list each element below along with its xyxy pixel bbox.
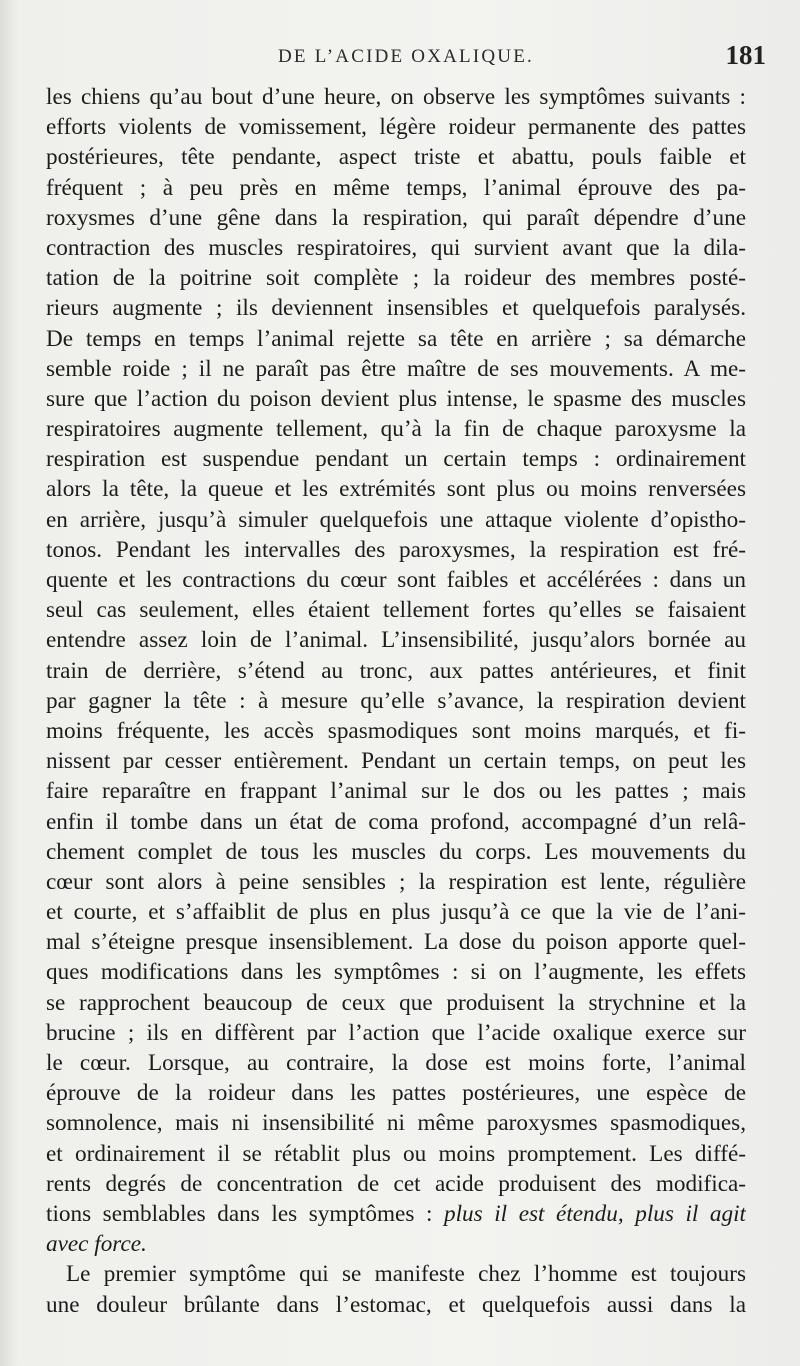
text-line: semble roide ; il ne paraît pas être maître de ses mouvements. A me- [46, 355, 746, 382]
italic-line: avec force. [46, 1231, 147, 1258]
text-line: entendre assez loin de l’animal. L’insensibilité, jusqu’alors bornée au [46, 627, 746, 654]
page-number: 181 [725, 40, 766, 70]
text-line: rents degrés de concentration de cet acide produisent des modifica- [46, 1170, 746, 1197]
text-line: respiratoires augmente tellement, qu’à la fin de chaque paroxysme la [46, 416, 746, 443]
text-line: cœur sont alors à peine sensibles ; la respiration est lente, régulière [46, 868, 746, 895]
body-text [46, 82, 746, 1320]
text-line: se rapprochent beaucoup de ceux que produisent la strychnine et la [46, 989, 746, 1016]
text-line-mixed [46, 1199, 746, 1229]
text-line: alors la tête, la queue et les extrémités sont plus ou moins renversées [46, 476, 746, 503]
text-line: et ordinairement il se rétablit plus ou moins promptement. Les diffé- [46, 1140, 746, 1167]
text-line: les chiens qu’au bout d’une heure, on observe les symptômes suivants : [46, 84, 746, 110]
text-line: en arrière, jusqu’à simuler quelquefois une attaque violente d’opistho- [46, 506, 746, 533]
italic-phrase: plus il est étendu, plus il agit [443, 1200, 746, 1227]
text-line: moins fréquente, les accès spasmodiques sont moins marqués, et fi- [46, 717, 746, 744]
text-line: enfin il tombe dans un état de coma profond, accompagné d’un relâ- [46, 808, 746, 835]
text-line: ques modifications dans les symptômes : si on l’augmente, les effets [46, 959, 746, 986]
text-line: tonos. Pendant les intervalles des paroxysmes, la respiration est fré- [46, 536, 746, 563]
text-line: Le premier symptôme qui se manifeste chez l’homme est toujours [66, 1261, 746, 1288]
text-line: train de derrière, s’étend au tronc, aux pattes antérieures, et finit [46, 657, 746, 684]
text-line: quente et les contractions du cœur sont faibles et accélérées : dans un [46, 567, 746, 593]
text-line: et courte, et s’affaiblit de plus en plus jusqu’à ce que la vie de l’ani- [46, 899, 746, 926]
paragraph-1 [46, 82, 746, 1259]
text-line: De temps en temps l’animal rejette sa tête en arrière ; sa démarche [46, 325, 746, 352]
page-header [46, 40, 766, 76]
text-line: roxysmes d’une gêne dans la respiration, qui paraît dépendre d’une [46, 204, 746, 231]
text-line: mal s’éteigne presque insensiblement. La dose du poison apporte quel- [46, 929, 746, 956]
text-segment: tions semblables dans les symptômes : [46, 1200, 444, 1227]
running-head: DE L’ACIDE OXALIQUE. [278, 46, 534, 67]
text-line: nissent par cesser entièrement. Pendant un certain temps, on peut les [46, 748, 746, 775]
text-line: brucine ; ils en diffèrent par l’action que l’acide oxalique exerce sur [46, 1019, 746, 1046]
text-line: faire reparaître en frappant l’animal sur le dos ou les pattes ; mais [46, 778, 746, 805]
text-line: le cœur. Lorsque, au contraire, la dose est moins forte, l’animal [46, 1050, 746, 1076]
text-line: fréquent ; à peu près en même temps, l’animal éprouve des pa- [46, 174, 746, 201]
text-line: éprouve de la roideur dans les pattes postérieures, une espèce de [46, 1080, 746, 1107]
text-line: postérieures, tête pendante, aspect triste et abattu, pouls faible et [46, 144, 746, 171]
text-line: seul cas seulement, elles étaient tellement fortes qu’elles se faisaient [46, 597, 746, 624]
text-line: sure que l’action du poison devient plus intense, le spasme des muscles [46, 385, 746, 412]
text-line: contraction des muscles respiratoires, qui survient avant que la dila- [46, 234, 746, 261]
text-line: rieurs augmente ; ils deviennent insensibles et quelquefois paralysés. [46, 295, 746, 322]
text-line: respiration est suspendue pendant un certain temps : ordinairement [46, 446, 746, 473]
text-line: par gagner la tête : à mesure qu’elle s’avance, la respiration devient [46, 687, 746, 714]
text-line: tation de la poitrine soit complète ; la roideur des membres posté- [46, 265, 746, 292]
text-line: somnolence, mais ni insensibilité ni même paroxysmes spasmodiques, [46, 1110, 746, 1137]
text-line: chement complet de tous les muscles du corps. Les mouvements du [46, 838, 746, 865]
text-line: une douleur brûlante dans l’estomac, et quelquefois aussi dans la [46, 1291, 746, 1318]
paragraph-2 [46, 1259, 746, 1319]
text-line: efforts violents de vomissement, légère roideur permanente des pattes [46, 114, 746, 141]
